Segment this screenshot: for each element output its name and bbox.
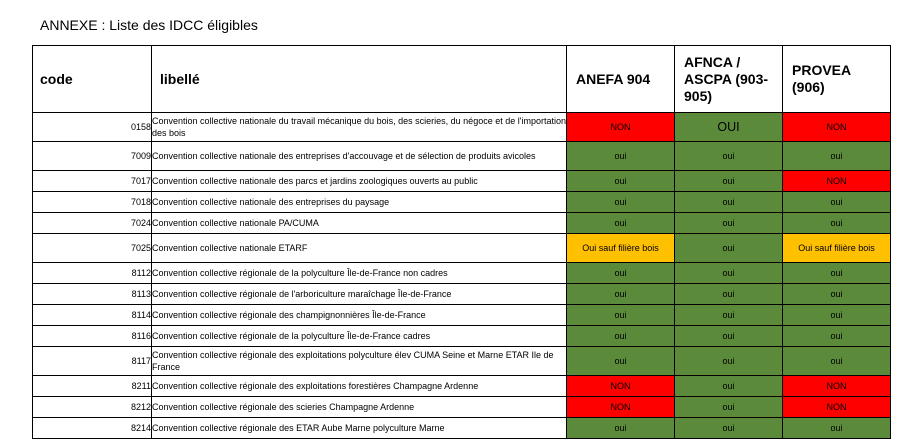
cell-anefa-status: NON: [567, 397, 675, 418]
cell-code: 8214: [33, 418, 152, 439]
cell-libelle: Convention collective nationale ETARF: [152, 234, 567, 263]
cell-code: 7017: [33, 171, 152, 192]
cell-provea-status: oui: [783, 305, 891, 326]
cell-provea-status: oui: [783, 213, 891, 234]
cell-anefa-status: oui: [567, 418, 675, 439]
table-row: [33, 376, 891, 397]
table-row: [33, 213, 891, 234]
cell-code: 7024: [33, 213, 152, 234]
table-row: [33, 305, 891, 326]
cell-code: 7009: [33, 142, 152, 171]
cell-provea-status: NON: [783, 397, 891, 418]
cell-provea-status: NON: [783, 171, 891, 192]
cell-anefa-status: oui: [567, 213, 675, 234]
page-title: ANNEXE : Liste des IDCC éligibles: [40, 17, 258, 33]
cell-anefa-status: oui: [567, 305, 675, 326]
cell-libelle: Convention collective régionale des scieries Champagne Ardenne: [152, 397, 567, 418]
cell-afnca-status: oui: [675, 171, 783, 192]
cell-code: 8113: [33, 284, 152, 305]
cell-provea-status: oui: [783, 263, 891, 284]
cell-provea-status: oui: [783, 326, 891, 347]
table-row: [33, 113, 891, 142]
cell-provea-status: oui: [783, 418, 891, 439]
column-header-provea: PROVEA (906): [783, 46, 891, 113]
cell-provea-status: oui: [783, 142, 891, 171]
cell-libelle: Convention collective régionale des ETAR Aube Marne polyculture Marne: [152, 418, 567, 439]
table-row: [33, 263, 891, 284]
cell-libelle: Convention collective nationale PA/CUMA: [152, 213, 567, 234]
cell-anefa-status: NON: [567, 376, 675, 397]
column-header-code: code: [33, 46, 152, 113]
table-header-row: [33, 46, 891, 113]
cell-code: 0158: [33, 113, 152, 142]
table-row: [33, 171, 891, 192]
cell-provea-status: oui: [783, 192, 891, 213]
cell-libelle: Convention collective régionale de la polyculture Île-de-France non cadres: [152, 263, 567, 284]
table-row: [33, 326, 891, 347]
cell-libelle: Convention collective régionale de la polyculture Île-de-France cadres: [152, 326, 567, 347]
cell-afnca-status: oui: [675, 397, 783, 418]
cell-provea-status: oui: [783, 284, 891, 305]
table-row: [33, 397, 891, 418]
cell-afnca-status: oui: [675, 284, 783, 305]
cell-anefa-status: NON: [567, 113, 675, 142]
table-row: [33, 142, 891, 171]
cell-libelle: Convention collective nationale des parcs et jardins zoologiques ouverts au public: [152, 171, 567, 192]
table-row: [33, 284, 891, 305]
cell-libelle: Convention collective nationale du travail mécanique du bois, des scieries, du négoce et de l'importation des bois: [152, 113, 567, 142]
cell-afnca-status: oui: [675, 418, 783, 439]
cell-afnca-status: oui: [675, 263, 783, 284]
cell-afnca-status: oui: [675, 192, 783, 213]
cell-libelle: Convention collective régionale des exploitations polyculture élev CUMA Seine et Marne ETAR Ile de France: [152, 347, 567, 376]
cell-libelle: Convention collective régionale des exploitations forestières Champagne Ardenne: [152, 376, 567, 397]
cell-anefa-status: oui: [567, 347, 675, 376]
cell-provea-status: oui: [783, 347, 891, 376]
cell-anefa-status: oui: [567, 326, 675, 347]
cell-code: 8117: [33, 347, 152, 376]
cell-afnca-status: oui: [675, 142, 783, 171]
cell-afnca-status: oui: [675, 234, 783, 263]
cell-code: 7018: [33, 192, 152, 213]
cell-libelle: Convention collective régionale des champignonnières Île-de-France: [152, 305, 567, 326]
idcc-table: [32, 45, 891, 439]
cell-provea-status: NON: [783, 113, 891, 142]
cell-anefa-status: oui: [567, 284, 675, 305]
cell-provea-status: NON: [783, 376, 891, 397]
table-row: [33, 234, 891, 263]
column-header-afnca: AFNCA / ASCPA (903-905): [675, 46, 783, 113]
cell-anefa-status: oui: [567, 142, 675, 171]
cell-afnca-status: oui: [675, 376, 783, 397]
table-row: [33, 347, 891, 376]
cell-code: 8211: [33, 376, 152, 397]
table-row: [33, 192, 891, 213]
column-header-anefa: ANEFA 904: [567, 46, 675, 113]
cell-libelle: Convention collective régionale de l'arboriculture maraîchage Île-de-France: [152, 284, 567, 305]
cell-anefa-status: oui: [567, 171, 675, 192]
cell-code: 7025: [33, 234, 152, 263]
cell-afnca-status: oui: [675, 326, 783, 347]
cell-code: 8112: [33, 263, 152, 284]
cell-anefa-status: oui: [567, 263, 675, 284]
cell-afnca-status: oui: [675, 347, 783, 376]
table-row: [33, 418, 891, 439]
cell-code: 8212: [33, 397, 152, 418]
cell-code: 8114: [33, 305, 152, 326]
cell-anefa-status: Oui sauf filière bois: [567, 234, 675, 263]
cell-afnca-status: OUI: [675, 113, 783, 142]
cell-libelle: Convention collective nationale des entreprises du paysage: [152, 192, 567, 213]
cell-afnca-status: oui: [675, 213, 783, 234]
cell-code: 8116: [33, 326, 152, 347]
cell-provea-status: Oui sauf filière bois: [783, 234, 891, 263]
cell-anefa-status: oui: [567, 192, 675, 213]
cell-libelle: Convention collective nationale des entreprises d'accouvage et de sélection de produits avicoles: [152, 142, 567, 171]
column-header-libelle: libellé: [152, 46, 567, 113]
cell-afnca-status: oui: [675, 305, 783, 326]
